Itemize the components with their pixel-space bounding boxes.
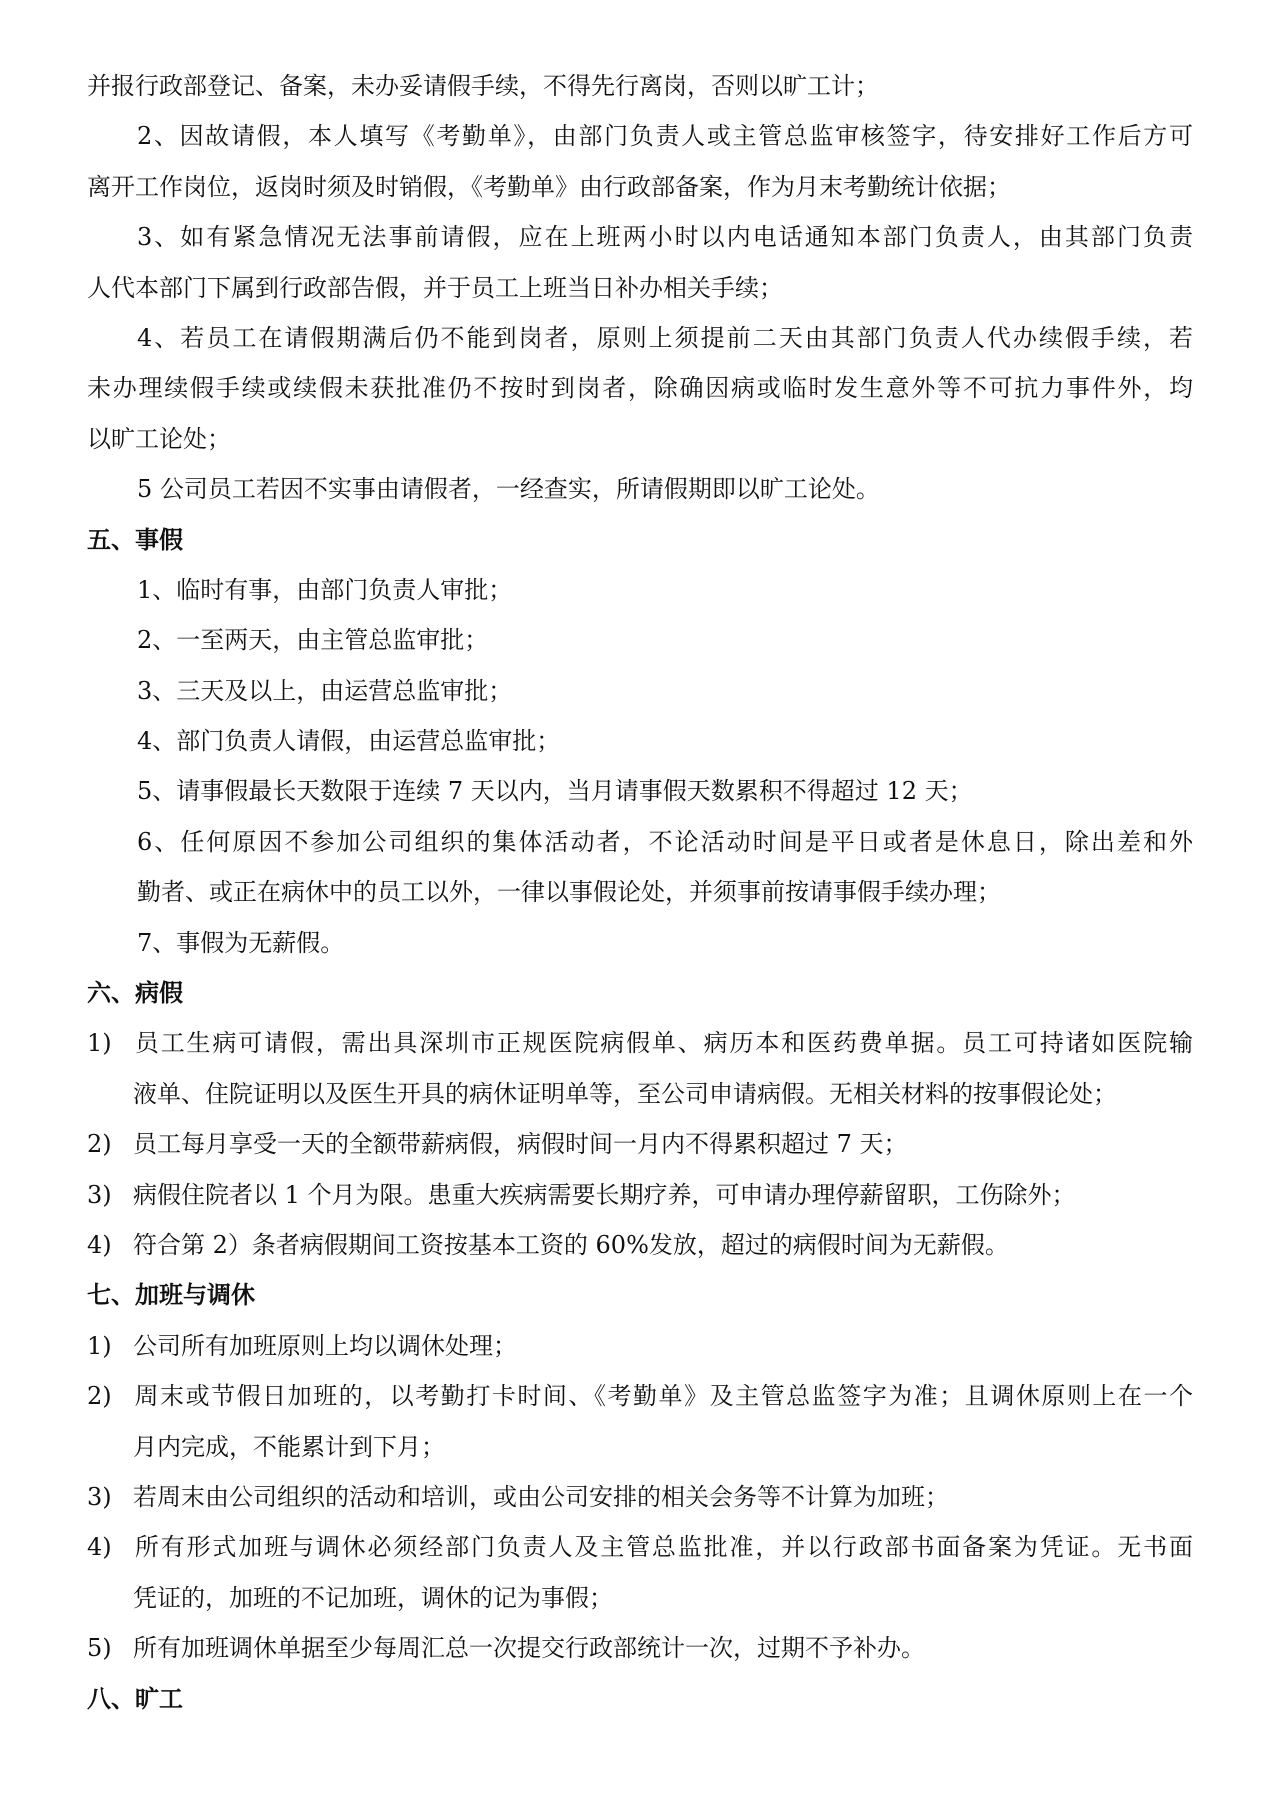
item-number: 2) (87, 1130, 112, 1159)
text-line: 人代本部门下属到行政部告假，并于员工上班当日补办相关手续； (87, 273, 783, 302)
paragraph-extension (87, 313, 1193, 464)
text-line: 凭证的，加班的不记加班，调休的记为事假； (133, 1583, 613, 1612)
item-text: 公司所有加班原则上均以调休处理； (133, 1331, 517, 1360)
text-line: 2、因故请假，本人填写《考勤单》，由部门负责人或主管总监审核签字，待安排好工作后方可 (137, 122, 1193, 151)
section-heading-absenteeism: 八、旷工 (87, 1684, 183, 1713)
item-text: 周末或节假日加班的，以考勤打卡时间、《考勤单》及主管总监签字为准；且调休原则上在一个 (133, 1382, 1193, 1411)
text-line (87, 1623, 1193, 1673)
text-line: 7、事假为无薪假。 (137, 928, 345, 957)
paragraph-emergency-leave (87, 212, 1193, 313)
text-line: 离开工作岗位，返岗时须及时销假，《考勤单》由行政部备案，作为月末考勤统计依据； (87, 172, 1011, 201)
item-number: 2) (87, 1382, 112, 1411)
overtime-item-1 (87, 1321, 1193, 1371)
personal-leave-item-2 (87, 615, 1193, 665)
text-line: 未办理续假手续或续假未获批准仍不按时到岗者，除确因病或临时发生意外等不可抗力事件外，均 (87, 374, 1193, 403)
paragraph-false-reason (87, 464, 1193, 514)
text-line (87, 1321, 1193, 1371)
text-line: 5、请事假最长天数限于连续 7 天以内，当月请事假天数累积不得超过 12 天； (137, 777, 973, 806)
item-text: 病假住院者以 1 个月为限。患重大疾病需要长期疗养，可申请办理停薪留职，工伤除外； (133, 1180, 1076, 1209)
text-line: 6、任何原因不参加公司组织的集体活动者，不论活动时间是平日或者是休息日，除出差和外 (137, 827, 1193, 856)
item-number: 3) (87, 1482, 112, 1511)
item-number: 4) (87, 1533, 112, 1562)
section-heading-sick-leave: 六、病假 (87, 979, 183, 1008)
overtime-item-4 (87, 1522, 1193, 1623)
text-line (87, 1371, 1193, 1421)
text-line: 并报行政部登记、备案，未办妥请假手续，不得先行离岗，否则以旷工计； (87, 72, 879, 100)
text-line (87, 1472, 1193, 1522)
text-line: 勤者、或正在病休中的员工以外，一律以事假论处，并须事前按请事假手续办理； (137, 878, 1001, 907)
text-line (87, 1119, 1193, 1169)
personal-leave-item-5 (87, 766, 1193, 816)
sick-leave-item-4 (87, 1220, 1193, 1270)
paragraph-registration (87, 61, 1193, 111)
section-heading-personal-leave: 五、事假 (87, 525, 183, 554)
personal-leave-item-7 (87, 918, 1193, 968)
text-line: 3、如有紧急情况无法事前请假，应在上班两小时以内电话通知本部门负责人，由其部门负责 (137, 223, 1193, 252)
item-number: 3) (87, 1180, 112, 1209)
item-number: 5) (87, 1634, 112, 1663)
text-line: 液单、住院证明以及医生开具的病休证明单等，至公司申请病假。无相关材料的按事假论处； (133, 1079, 1117, 1108)
paragraph-leave-for-reason (87, 111, 1193, 212)
item-text: 符合第 2）条者病假期间工资按基本工资的 60%发放，超过的病假时间为无薪假。 (133, 1230, 1009, 1259)
item-text: 员工生病可请假，需出具深圳市正规医院病假单、病历本和医药费单据。员工可持诸如医院输 (133, 1029, 1193, 1058)
text-line: 5 公司员工若因不实事由请假者，一经查实，所请假期即以旷工论处。 (137, 475, 880, 504)
text-line: 4、部门负责人请假，由运营总监审批； (137, 727, 561, 756)
personal-leave-item-6 (87, 817, 1193, 918)
section-heading-overtime: 七、加班与调休 (87, 1281, 255, 1310)
sick-leave-item-3 (87, 1170, 1193, 1220)
personal-leave-item-3 (87, 666, 1193, 716)
overtime-item-2 (87, 1371, 1193, 1472)
document-page (87, 61, 1193, 1724)
text-line: 4、若员工在请假期满后仍不能到岗者，原则上须提前二天由其部门负责人代办续假手续，若 (137, 323, 1193, 352)
personal-leave-item-4 (87, 716, 1193, 766)
text-line (87, 1170, 1193, 1220)
item-number: 4) (87, 1230, 112, 1259)
overtime-item-3 (87, 1472, 1193, 1522)
item-text: 所有加班调休单据至少每周汇总一次提交行政部统计一次，过期不予补办。 (133, 1634, 925, 1663)
text-line: 1、临时有事，由部门负责人审批； (137, 575, 513, 604)
sick-leave-item-1 (87, 1018, 1193, 1119)
personal-leave-item-1 (87, 565, 1193, 615)
sick-leave-item-2 (87, 1119, 1193, 1169)
item-number: 1) (87, 1029, 112, 1058)
text-line: 2、一至两天，由主管总监审批； (137, 626, 489, 655)
overtime-item-5 (87, 1623, 1193, 1673)
item-text: 员工每月享受一天的全额带薪病假，病假时间一月内不得累积超过 7 天； (133, 1130, 908, 1159)
item-number: 1) (87, 1331, 112, 1360)
text-line (87, 1220, 1193, 1270)
text-line (87, 1018, 1193, 1068)
text-line (87, 1522, 1193, 1572)
text-line: 月内完成，不能累计到下月； (133, 1432, 445, 1461)
text-line: 以旷工论处； (87, 424, 231, 453)
item-text: 所有形式加班与调休必须经部门负责人及主管总监批准，并以行政部书面备案为凭证。无书面 (133, 1533, 1193, 1562)
text-line: 3、三天及以上，由运营总监审批； (137, 676, 513, 705)
item-text: 若周末由公司组织的活动和培训，或由公司安排的相关会务等不计算为加班； (133, 1482, 949, 1511)
